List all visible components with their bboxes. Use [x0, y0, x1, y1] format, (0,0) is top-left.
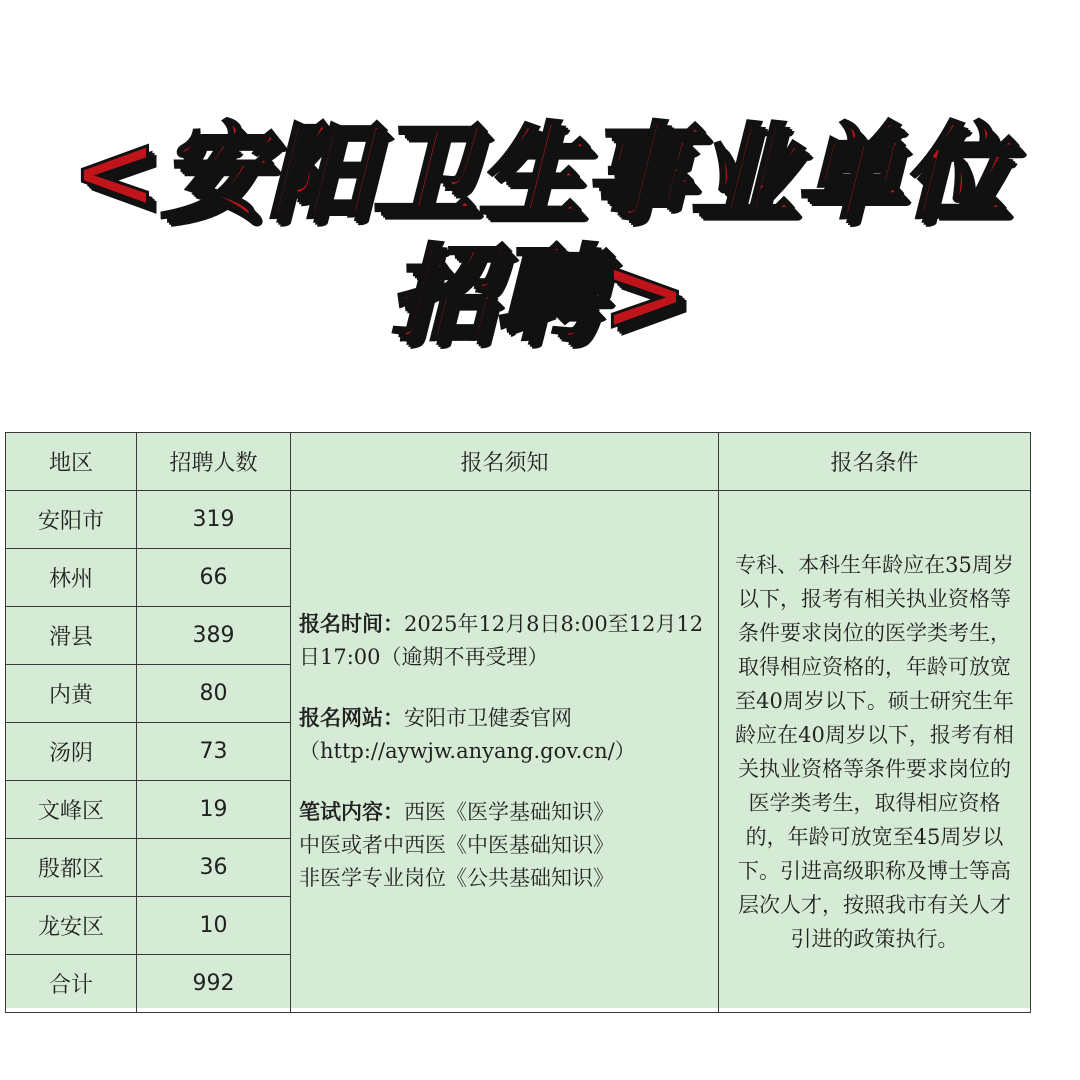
recruitment-table [5, 432, 1030, 1008]
count-cell: 80 [137, 665, 291, 723]
table-header-row [6, 433, 1031, 491]
conditions-cell: 专科、本科生年龄应在35周岁以下，报考有相关执业资格等条件要求岗位的医学类考生，取得相应资格的，年龄可放宽至40周岁以下。硕士研究生年龄应在40周岁以下，报考有相关执业资格等条件要求岗位的医学类考生，取得相应资格的，年龄可放宽至45周岁以下。引进高级职称及博士等高层次人才，按照我市有关人才引进的政策执行。 [719, 491, 1031, 1013]
count-cell: 73 [137, 723, 291, 781]
total-count-cell: 992 [137, 955, 291, 1013]
header-region: 地区 [6, 433, 137, 491]
page-title-line-2: 招聘> [389, 233, 691, 355]
registration-time-value: 2025年12月8日8:00至12月12日17:00（逾期不再受理） [299, 612, 704, 669]
region-cell: 殷都区 [6, 839, 137, 897]
header-conditions: 报名条件 [719, 433, 1031, 491]
registration-time-label: 报名时间： [299, 612, 404, 636]
page-title-line-1: <安阳卫生事业单位 [71, 111, 1009, 233]
count-cell: 319 [137, 491, 291, 549]
registration-site-value: 安阳市卫健委官网（http://aywjw.anyang.gov.cn/） [299, 706, 636, 763]
exam-content [299, 796, 710, 895]
region-cell: 龙安区 [6, 897, 137, 955]
registration-site-label: 报名网站： [299, 706, 404, 730]
region-cell: 汤阴 [6, 723, 137, 781]
header-count: 招聘人数 [137, 433, 291, 491]
count-cell: 10 [137, 897, 291, 955]
notice-cell [291, 491, 719, 1013]
region-cell: 文峰区 [6, 781, 137, 839]
header-notice: 报名须知 [291, 433, 719, 491]
count-cell: 36 [137, 839, 291, 897]
exam-content-label: 笔试内容： [299, 800, 404, 824]
exam-content-line-1: 西医《医学基础知识》 [404, 800, 614, 824]
total-label-cell: 合计 [6, 955, 137, 1013]
region-cell: 安阳市 [6, 491, 137, 549]
exam-content-line-2: 中医或者中西医《中医基础知识》 [299, 833, 614, 857]
region-cell: 滑县 [6, 607, 137, 665]
count-cell: 389 [137, 607, 291, 665]
count-cell: 66 [137, 549, 291, 607]
region-cell: 林州 [6, 549, 137, 607]
region-cell: 内黄 [6, 665, 137, 723]
table-row [6, 491, 1031, 549]
exam-content-line-3: 非医学专业岗位《公共基础知识》 [299, 866, 614, 890]
registration-site [299, 702, 710, 768]
registration-time [299, 608, 710, 674]
count-cell: 19 [137, 781, 291, 839]
